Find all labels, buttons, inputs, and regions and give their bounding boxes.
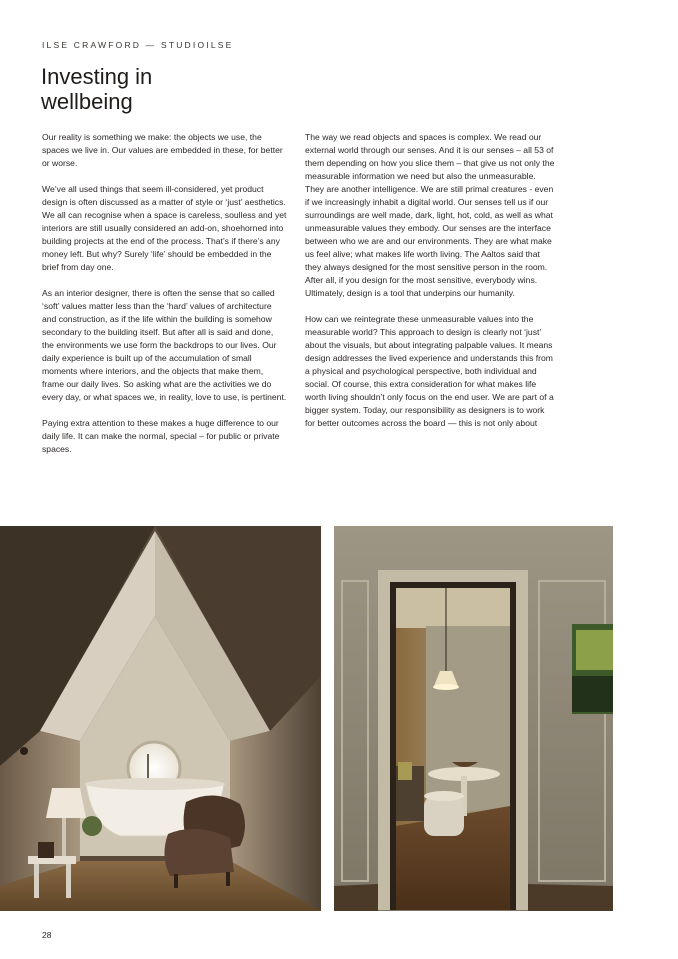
attic-bathroom-photo [0,526,321,911]
paragraph: As an interior designer, there is often the sense that so called ‘soft’ values matter less than the ‘hard’ values of architecture and construction, as if the life within the building is somehow secondary to the building itself. But after all is said and done, the environments we use form the backdrops to our lives. Our daily experience is built up of the accumulation of small moments where interiors, and the objects that make them, frame our daily lives. So asking what are the activities we do every day, or what spaces we, in reality, love to use, is pertinent. [42,288,287,402]
article-title: Investing in wellbeing [41,64,153,114]
doorway-interior-photo [334,526,613,911]
running-head: ILSE CRAWFORD — STUDIOILSE [42,40,234,50]
paragraph: Paying extra attention to these makes a huge difference to our daily life. It can make the normal, special – for public or private spaces. [42,418,280,454]
paragraph: Our reality is something we make: the objects we use, the spaces we live in. Our values are embedded in these, for better or worse. [42,132,283,168]
paragraph: How can we reintegrate these unmeasurable values into the measurable world? This approach to design is clearly not ‘just’ about the visuals, but about integrating palpable values. It means design addresses the lived experience and understands this from a physical and psychological perspective, both individual and social. Of course, this extra consideration for what makes life worth living shouldn’t only focus on the end user. We are part of a bigger system. Today, our responsibility as designers is to work for better outcomes across the board — this is not only about [305,314,554,428]
paragraph: The way we read objects and spaces is complex. We read our external world through our senses. And it is our senses – all 53 of them depending on how you slice them – that give us not only the measurable information we need but also the unmeasurable. They are another intelligence. We are still primal creatures - even if we increasingly inhabit a digital world. Our senses tell us if our surroundings are well made, dark, light, hot, cold, as well as what unmeasurable values they embody. Our senses are the interface between who we are and our environments. They are what make us feel alive; what makes life worth living. The Aaltos said that they always designed for the most sensitive person in the room. After all, if you design for the most sensitive, everybody wins. Ultimately, design is a tool that underpins our humanity. [305,132,555,298]
left-text-column [42,131,287,469]
paragraph: We’ve all used things that seem ill-considered, yet product design is often discussed as a matter of style or ‘just’ aesthetics. We all can recognise when a space is careless, soulless and yet interiors are still usually considered an add-on, shoehorned into building projects at the end of the process. That’s if there’s any money left. But why? Surely ‘life’ should be embedded in the brief from day one. [42,184,287,272]
right-text-column [305,131,555,443]
page-number: 28 [42,930,52,940]
